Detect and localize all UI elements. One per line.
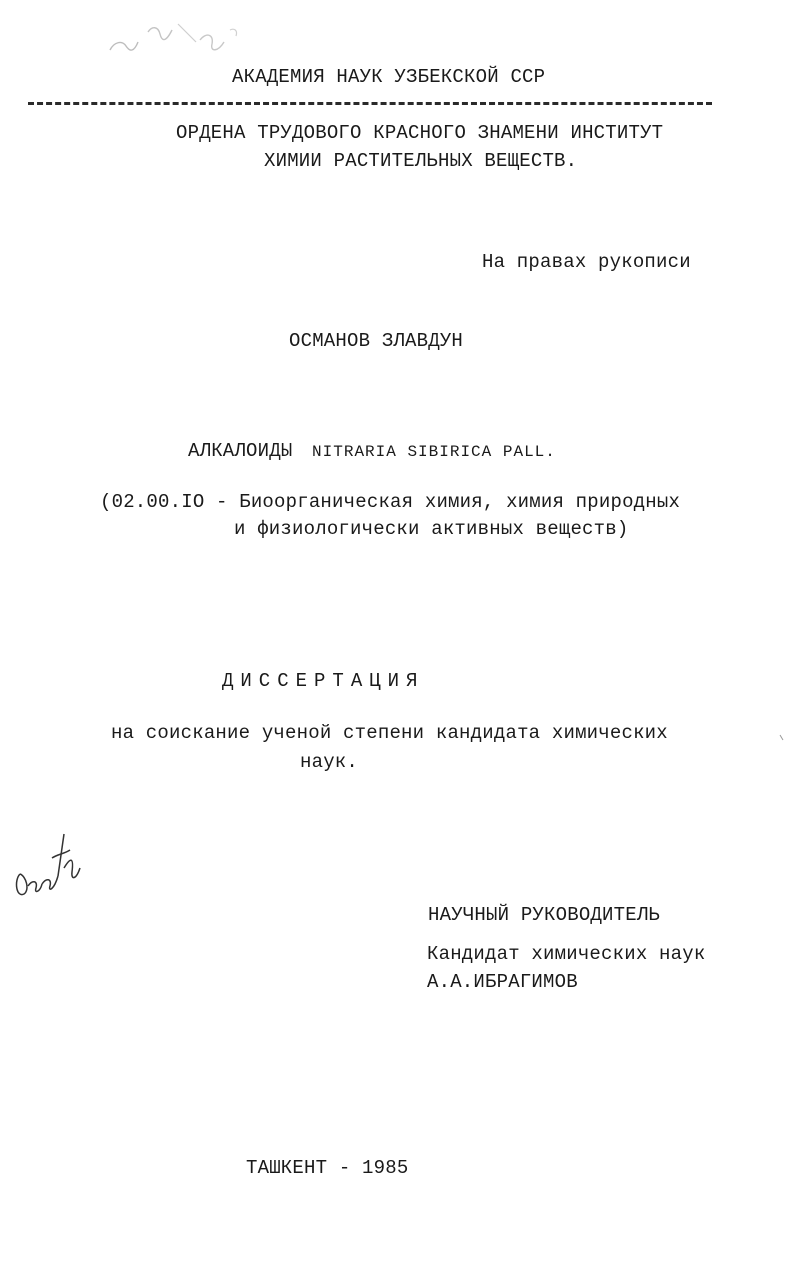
place-and-year: ТАШКЕНТ - 1985 — [246, 1157, 409, 1179]
supervisor-degree: Кандидат химических наук — [427, 943, 706, 965]
institute-line-1: ОРДЕНА ТРУДОВОГО КРАСНОГО ЗНАМЕНИ ИНСТИТУТ — [176, 122, 664, 144]
pencil-marks — [100, 12, 260, 62]
title-prefix: АЛКАЛОИДЫ — [188, 440, 293, 462]
degree-line-2: наук. — [300, 751, 359, 773]
header-divider — [28, 102, 712, 105]
specialty-line-2: и физиологически активных веществ) — [234, 518, 629, 540]
rights-note: На правах рукописи — [482, 251, 691, 273]
handwritten-signature — [8, 828, 88, 908]
supervisor-heading: НАУЧНЫЙ РУКОВОДИТЕЛЬ — [428, 904, 661, 926]
document-type: ДИССЕРТАЦИЯ — [222, 670, 425, 692]
author-name: ОСМАНОВ ЗЛАВДУН — [289, 330, 464, 352]
institute-line-2: ХИМИИ РАСТИТЕЛЬНЫХ ВЕЩЕСТВ. — [264, 150, 578, 172]
specialty-line-1: (02.00.IO - Биоорганическая химия, химия природных — [100, 491, 681, 513]
stray-mark — [778, 733, 786, 743]
supervisor-name: А.А.ИБРАГИМОВ — [427, 971, 578, 993]
title-species: NITRARIA SIBIRICA PALL. — [312, 443, 556, 461]
degree-line-1: на соискание ученой степени кандидата химических — [111, 722, 668, 744]
dissertation-title — [188, 442, 556, 461]
academy-name: АКАДЕМИЯ НАУК УЗБЕКСКОЙ ССР — [232, 66, 546, 88]
